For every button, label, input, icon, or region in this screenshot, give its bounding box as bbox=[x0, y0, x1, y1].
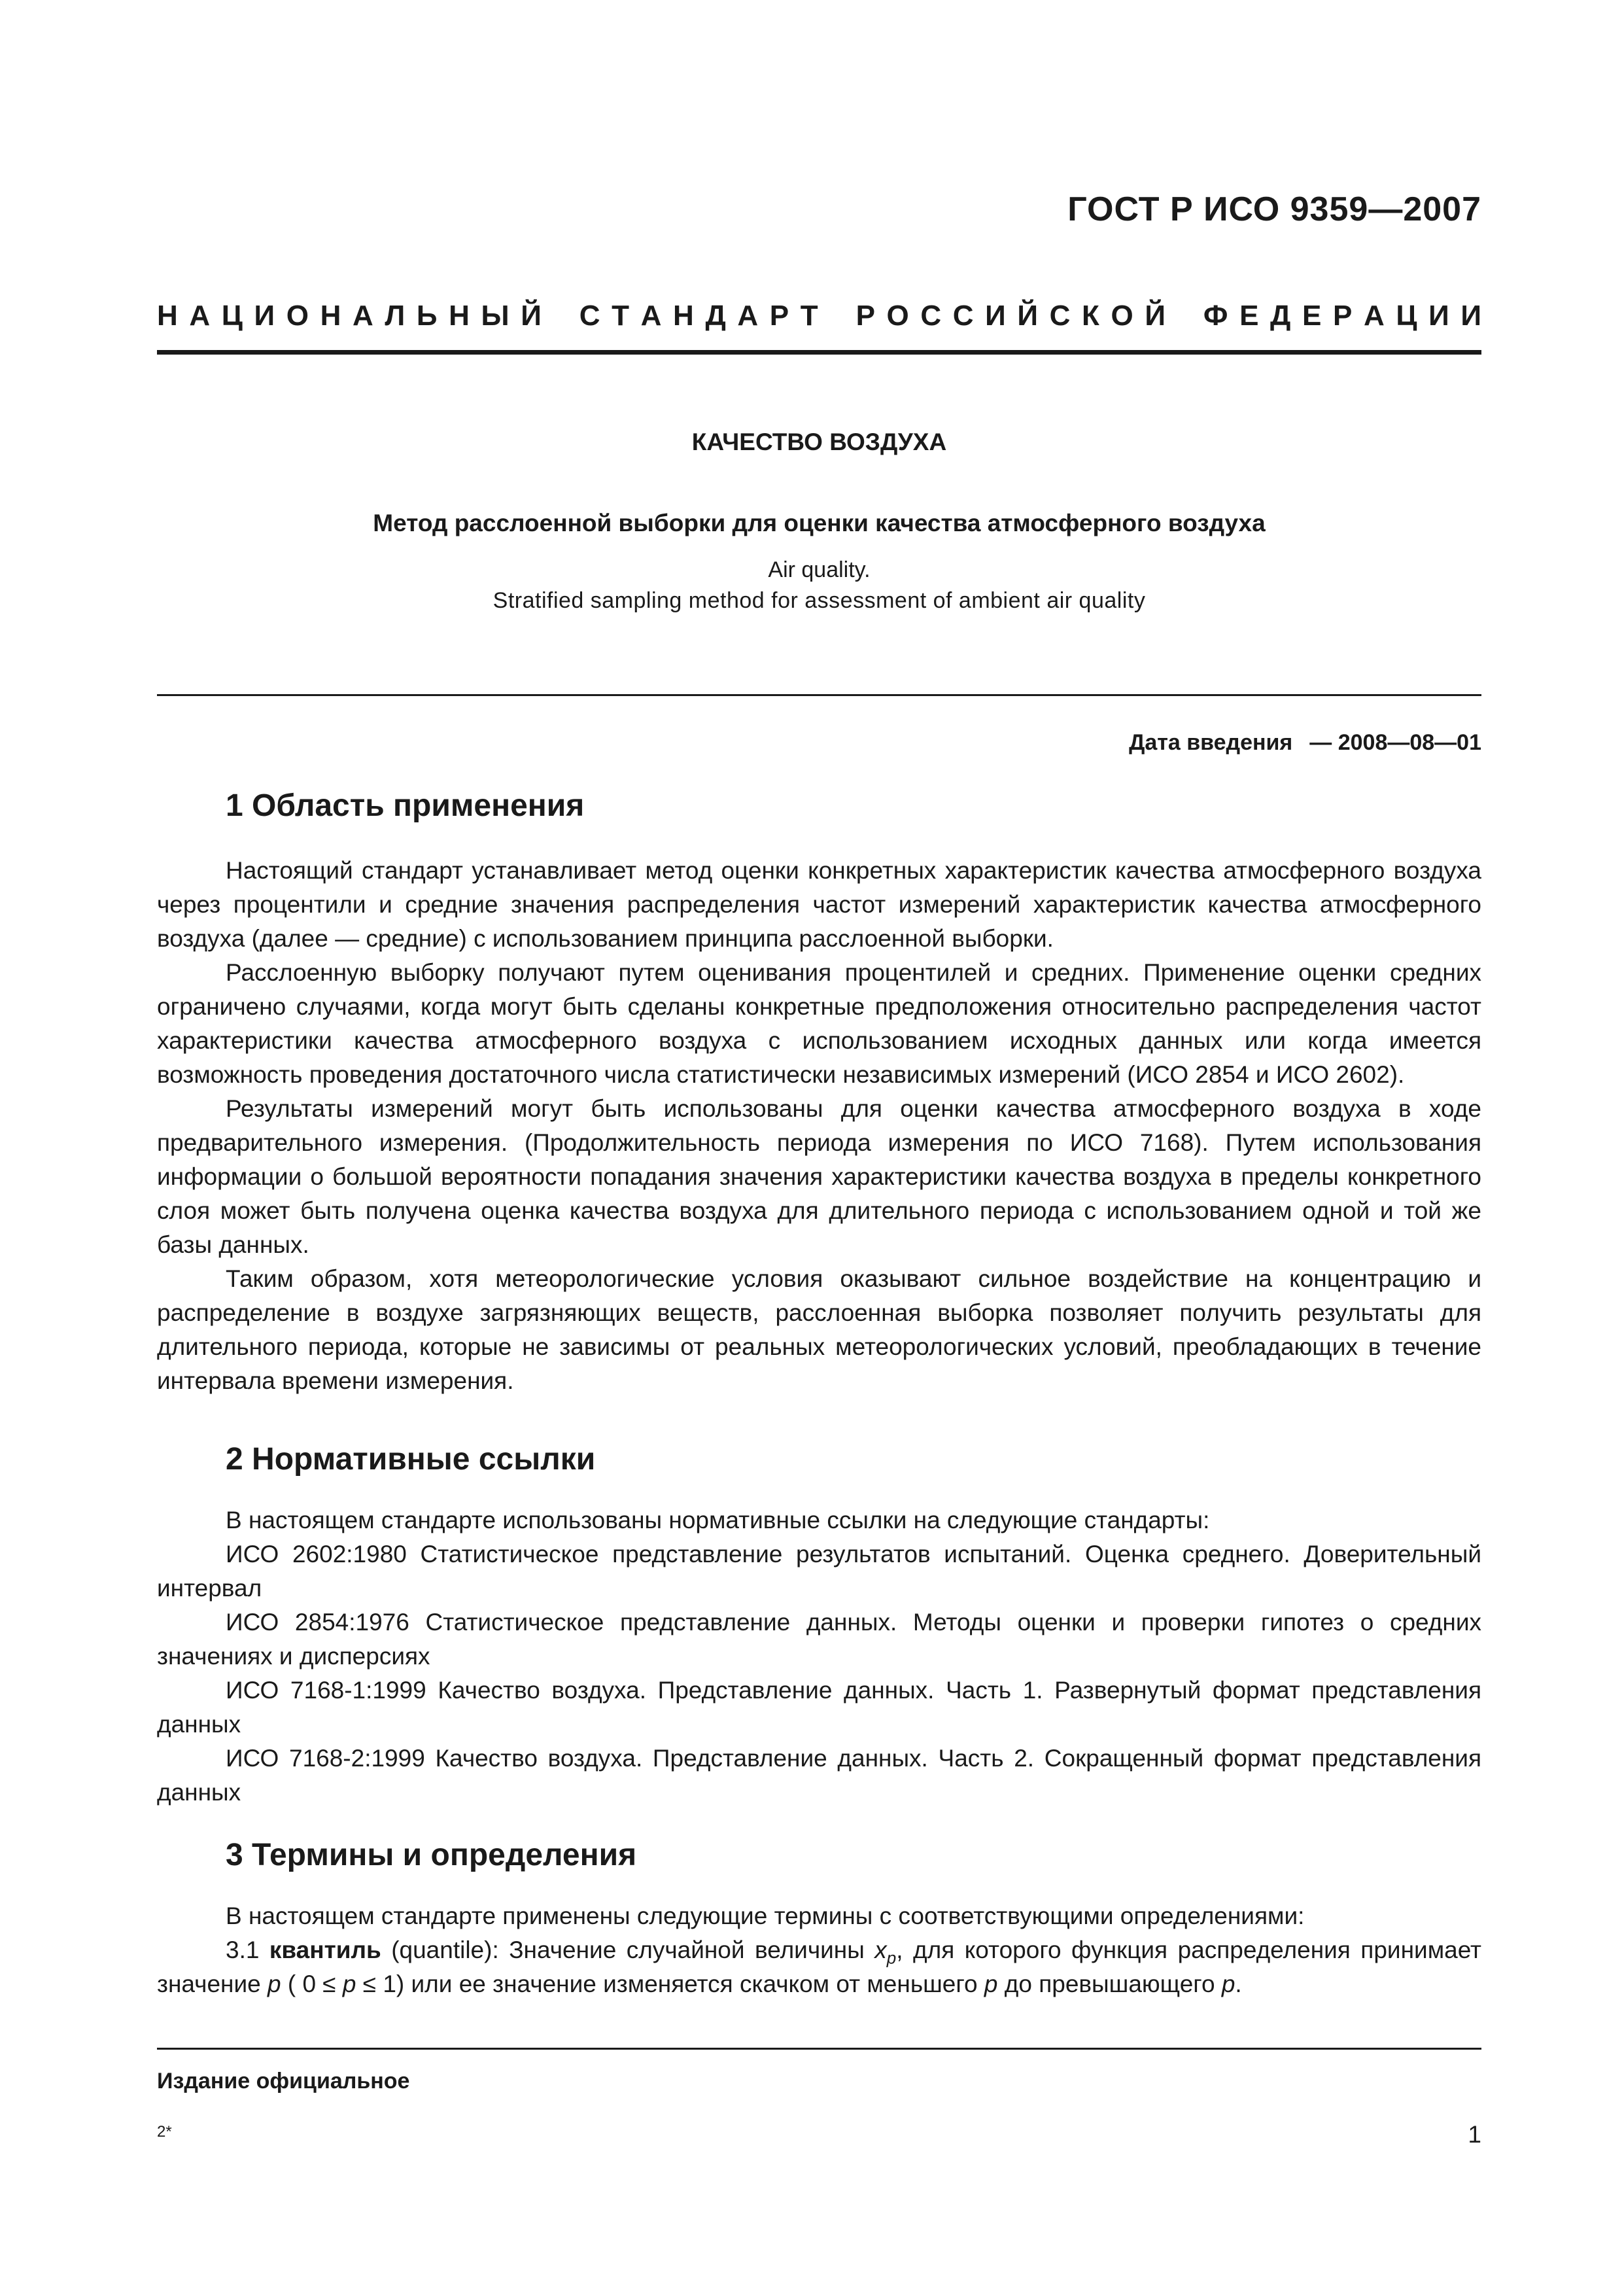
title-rule bbox=[157, 694, 1481, 696]
reference-item: ИСО 7168-2:1999 Качество воздуха. Представление данных. Часть 2. Сокращенный формат представления данных bbox=[157, 1745, 1481, 1806]
paragraph: Таким образом, хотя метеорологические условия оказывают сильное воздействие на концентрацию и распределение в воздухе загрязняющих веществ, расслоенная выборка позволяет получить результаты для длительного периода, которые не зависимы от реальных метеорологических условий, преобладающих в течение интервала времени измерения. bbox=[157, 1265, 1481, 1394]
introduction-date-value: — 2008—08—01 bbox=[1309, 730, 1481, 755]
term-definition bbox=[157, 1933, 1481, 2001]
reference-item: ИСО 2602:1980 Статистическое представление результатов испытаний. Оценка среднего. Доверительный интервал bbox=[157, 1541, 1481, 1602]
term-english: (quantile): bbox=[391, 1936, 499, 1963]
paragraph: Настоящий стандарт устанавливает метод оценки конкретных характеристик качества атмосферного воздуха через процентили и средние значения распределения частот измерений характеристик качества атмосферного воздуха (далее — средние) с использованием принципа расслоенной выборки. bbox=[157, 857, 1481, 952]
term-text: ≤ 1) или ее значение изменяется скачком от меньшего bbox=[362, 1971, 978, 1997]
section-2-heading: 2 Нормативные ссылки bbox=[226, 1442, 596, 1477]
reference-item: ИСО 2854:1976 Статистическое представление данных. Методы оценки и проверки гипотез о средних значениях и дисперсиях bbox=[157, 1609, 1481, 1670]
header-rule bbox=[157, 350, 1481, 355]
variable-p: p bbox=[1221, 1971, 1235, 1997]
variable-p: p bbox=[342, 1971, 356, 1997]
paragraph: В настоящем стандарте использованы нормативные ссылки на следующие стандарты: bbox=[226, 1507, 1210, 1533]
term-text: ( 0 ≤ bbox=[287, 1971, 336, 1997]
variable-p: p bbox=[984, 1971, 998, 1997]
english-title-line-1: Air quality. bbox=[768, 557, 871, 582]
document-subtitle: Метод расслоенной выборки для оценки качества атмосферного воздуха bbox=[373, 510, 1266, 536]
section-3-heading: 3 Термины и определения bbox=[226, 1838, 637, 1872]
paragraph: В настоящем стандарте применены следующие термины с соответствующими определениями: bbox=[226, 1902, 1305, 1929]
term-text: до превышающего bbox=[1004, 1971, 1215, 1997]
term-text: Значение случайной величины bbox=[509, 1936, 865, 1963]
footnote-mark: 2* bbox=[157, 2123, 172, 2141]
footer-rule bbox=[157, 2048, 1481, 2050]
page-number: 1 bbox=[1468, 2121, 1481, 2148]
variable-subscript: p bbox=[886, 1948, 897, 1968]
reference-item: ИСО 7168-1:1999 Качество воздуха. Представление данных. Часть 1. Развернутый формат представления данных bbox=[157, 1677, 1481, 1738]
banner-word: С Т А Н Д А Р Т bbox=[579, 300, 818, 332]
document-title: КАЧЕСТВО ВОЗДУХА bbox=[691, 429, 947, 455]
paragraph: Расслоенную выборку получают путем оценивания процентилей и средних. Применение оценки средних ограничено случаями, когда могут быть сделаны конкретные предположения относительно распределения частот характеристики качества атмосферного воздуха с использованием исходных данных или когда имеется возможность проведения достаточного числа статистически независимых измерений (ИСО 2854 и ИСО 2602). bbox=[157, 959, 1481, 1088]
section-2-body bbox=[157, 1503, 1481, 1810]
term-text: , для которого функция распределения принимает значение bbox=[157, 1936, 1481, 1997]
introduction-date bbox=[1129, 730, 1481, 756]
banner-word: Р О С С И Й С К О Й bbox=[855, 300, 1166, 332]
introduction-date-label: Дата введения bbox=[1129, 730, 1293, 755]
english-title-line-2: Stratified sampling method for assessment of ambient air quality bbox=[492, 588, 1146, 613]
variable-p: p bbox=[267, 1971, 281, 1997]
banner-word: Ф Е Д Е Р А Ц И И bbox=[1203, 300, 1481, 332]
section-1-heading: 1 Область применения bbox=[226, 788, 585, 823]
section-1-body bbox=[157, 854, 1481, 1398]
variable-x: x bbox=[874, 1936, 887, 1963]
term-text: . bbox=[1235, 1971, 1242, 1997]
national-standard-banner bbox=[157, 300, 1481, 332]
term-number: 3.1 bbox=[226, 1936, 260, 1963]
term-word: квантиль bbox=[269, 1936, 381, 1963]
gost-code: ГОСТ Р ИСО 9359—2007 bbox=[1067, 190, 1481, 228]
paragraph: Результаты измерений могут быть использованы для оценки качества атмосферного воздуха в ходе предварительного измерения. (Продолжительность периода измерения по ИСО 7168). Путем использования информации о большой вероятности попадания значения характеристики качества воздуха в пределы конкретного слоя может быть получена оценка качества воздуха для длительного периода с использованием одной и той же базы данных. bbox=[157, 1095, 1481, 1258]
section-3-body bbox=[157, 1899, 1481, 2001]
banner-word: Н А Ц И О Н А Л Ь Н Ы Й bbox=[157, 300, 542, 332]
official-edition-label: Издание официальное bbox=[157, 2069, 410, 2094]
